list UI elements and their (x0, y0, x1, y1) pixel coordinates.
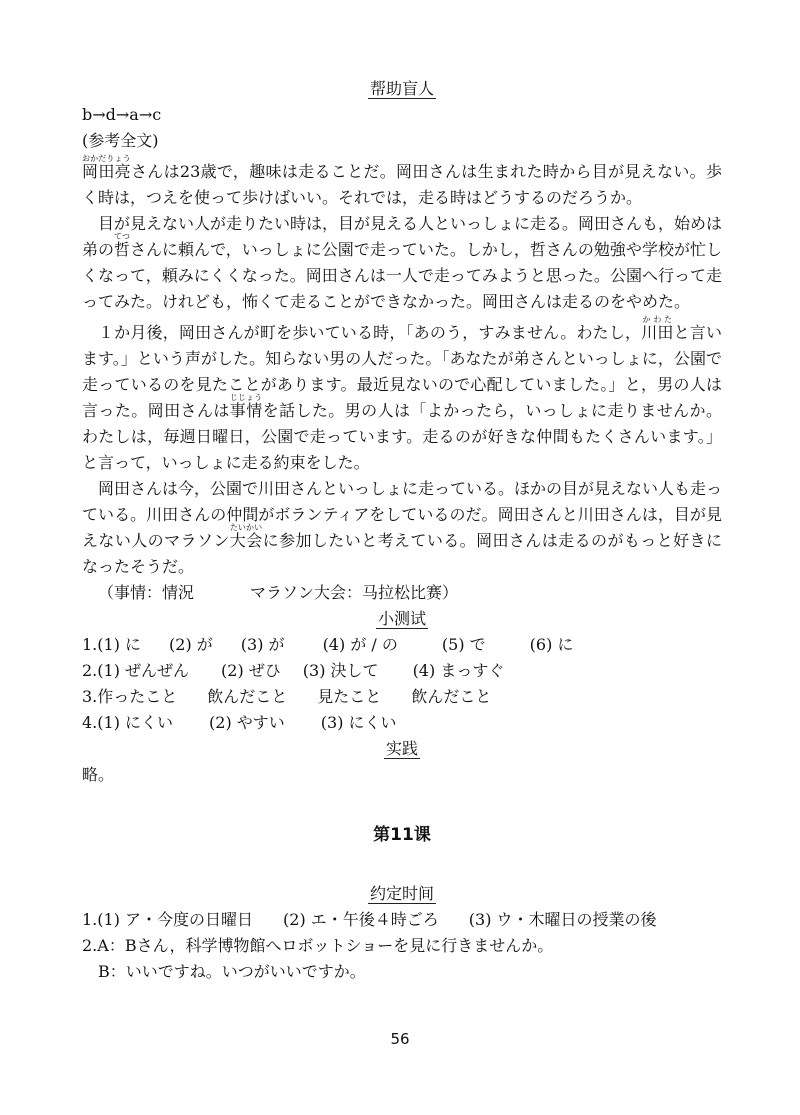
quiz-answer-3: 3.作ったこと 飲んだこと 見たこと 飲んだこと (82, 687, 492, 706)
reference-label: (参考全文) (82, 131, 159, 150)
ruby-tetsu: 哲てつ (114, 232, 131, 259)
story-paragraph-3: １か月後，岡田さんが町を歩いている時，「あのう，すみません。わたし，川田かわたと言います。」という声がした。知らない男の人だった。「あなたが弟さんといっしょに，公園で走っているのを見たことがあります。最近見ないので心配していました。」と，男の人は言った。岡田さんは事情じじょうを話した。男の人は「よかったら，いっしょに走りませんか。わたしは，毎週日曜日，公園で走っています。走るのが好きな仲間もたくさんいます。」と言って，いっしょに走る約束をした。 (82, 315, 722, 472)
ruby-okada-ryo: 岡田亮おかだりょう (82, 154, 131, 181)
quiz-answer-4: 4.(1) にくい (2) やすい (3) にくい (82, 713, 397, 732)
practice-text: 略。 (82, 765, 115, 784)
appointment-answer-2-b: B：いいですね。いつがいいですか。 (98, 962, 366, 981)
quiz-answer-1: 1.(1) に (2) が (3) が (4) が / の (5) で (6) に (82, 635, 574, 654)
vocab-note: （事情：情況 マラソン大会：马拉松比赛） (98, 583, 459, 602)
quiz-answer-2: 2.(1) ぜんぜん (2) ぜひ (3) 決して (4) まっすぐ (82, 661, 505, 680)
page-content (82, 76, 722, 985)
story-paragraph-4: 岡田さんは今，公園で川田さんといっしょに走っている。ほかの目が見えない人も走っている。川田さんの仲間がボランティアをしているのだ。岡田さんと川田さんは，目が見えない人のマラソン大会たいかいに参加したいと考えている。岡田さんは走るのがもっと好きになったそうだ。 (82, 479, 723, 576)
story-paragraph-1: 岡田亮おかだりょうさんは23歳で，趣味は走ることだ。岡田さんは生まれた時から目が見えない。歩く時は，つえを使って歩けばいい。それでは，走る時はどうするのだろうか。 (82, 154, 722, 207)
ruby-jijou: 事情じじょう (229, 393, 263, 420)
section-title-appointment: 约定时间 (369, 884, 434, 903)
story-paragraph-2: 目が見えない人が走りたい時は，目が見える人といっしょに走る。岡田さんも，始めは弟の哲てつさんに頼んで，いっしょに公園で走っていた。しかし，哲さんの勉強や学校が忙しくなって，頼みにくくなった。岡田さんは一人で走ってみようと思った。公園へ行って走ってみた。けれども，怖くて走ることができなかった。岡田さんは走るのをやめた。 (82, 214, 723, 311)
section-title-help-blind: 帮助盲人 (369, 79, 434, 98)
ruby-taikai: 大会たいかい (229, 523, 263, 550)
appointment-answer-1: 1.(1) ア・今度の日曜日 (2) エ・午後４時ごろ (3) ウ・木曜日の授業の後 (82, 910, 657, 929)
appointment-answer-2-a: 2.A：Bさん，科学博物館へロボットショーを見に行きませんか。 (82, 936, 554, 955)
page-number: 56 (390, 1030, 410, 1048)
ruby-kawata: 川田かわた (641, 315, 674, 342)
lesson-title: 第11课 (373, 825, 431, 845)
section-title-practice: 实践 (385, 739, 418, 758)
answer-order: b→d→a→c (82, 105, 162, 124)
section-title-quiz: 小测试 (377, 609, 426, 628)
